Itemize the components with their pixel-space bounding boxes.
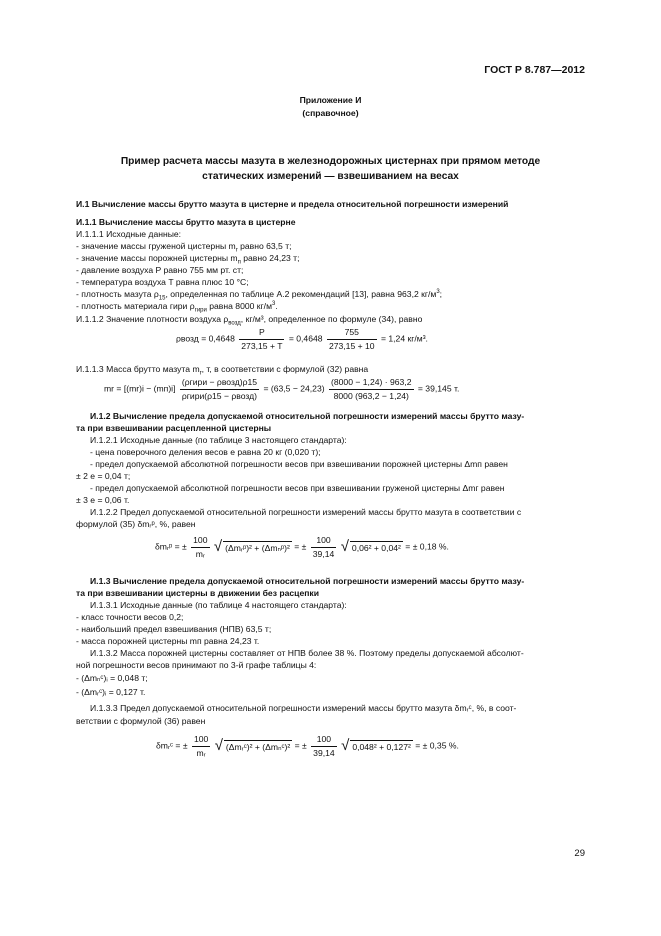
section-1-2-2-cont: формулой (35) δmᵣᵖ, %, равен: [76, 519, 196, 529]
list-item: - плотность мазута $\rho_{15}$, определенная по таблице А.2 рекомендаций [13], равна 963,2 $кг/м^3$;: [76, 289, 443, 302]
section-1-3-title-cont: та при взвешивании цистерны в движении без расцепки: [76, 588, 320, 598]
section-1-1-2: И.1.1.2 Значение плотности воздуха $\rho_{возд}$, кг/м³, определенное по формуле (34), равно: [76, 314, 423, 327]
section-1-3-3-cont: ветствии с формулой (36) равен: [76, 716, 206, 726]
section-1-title: И.1 Вычисление массы брутто мазута в цистерне и предела относительной погрешности измерений: [76, 199, 509, 209]
appendix-title: Приложение И: [299, 95, 362, 105]
list-item: - масса порожней цистерны mп равна 24,23 т.: [76, 636, 260, 646]
section-1-3-2-cont: ной погрешности весов принимают по 3-й графе таблицы 4:: [76, 660, 317, 670]
list-item: - температура воздуха T равна плюс 10 °С;: [76, 277, 249, 287]
section-1-1-3: И.1.1.3 Масса брутто мазута $m_r$, т, в соответствии с формулой (32) равна: [76, 364, 369, 377]
section-1-2-title: И.1.2 Вычисление предела допускаемой относительной погрешности измерений массы брутто мазу-: [90, 411, 525, 421]
list-item: - наибольший предел взвешивания (НПВ) 63,5 т;: [76, 624, 272, 634]
section-1-2-1: И.1.2.1 Исходные данные (по таблице 3 настоящего стандарта):: [90, 435, 347, 445]
section-1-1-1: И.1.1.1 Исходные данные:: [76, 229, 182, 239]
formula-air-density: ρвозд = 0,4648 $\frac{P}{273,15 + T}$ = 0,4648 $\frac{755}{273,15 + 10}$ = 1,24 кг/м³.: [176, 327, 428, 351]
section-1-3-title: И.1.3 Вычисление предела допускаемой относительной погрешности измерений массы брутто мазу-: [90, 576, 525, 586]
list-item: - предел допускаемой абсолютной погрешности весов при взвешивании порожней цистерны Δmп равен: [90, 459, 508, 469]
section-1-2-title-cont: та при взвешивании расцепленной цистерны: [76, 423, 272, 433]
list-item: - плотность материала гири $\rho_{гири}$ равна 8000 $кг/м^3$.: [76, 301, 278, 314]
list-item: - класс точности весов 0,2;: [76, 612, 184, 622]
heading-line-2: статических измерений — взвешиванием на весах: [202, 171, 459, 182]
section-1-2-2: И.1.2.2 Предел допускаемой относительной погрешности измерений массы брутто мазута в соответствии с: [90, 507, 522, 517]
list-item: - значение массы груженой цистерны $m_r$ равно 63,5 т;: [76, 241, 292, 254]
formula-relative-error-uncoupled: δmᵣᵖ = ± $\frac{100}{\text{mᵣ}}$ √ (Δmᵣᵖ)² + (Δmₙᵖ)² = ± $\frac{100}{39,14}$ √ 0,06² + 0,04² = ± 0,18 %.: [155, 535, 449, 559]
section-1-1-title: И.1.1 Вычисление массы брутто мазута в цистерне: [76, 217, 296, 227]
formula-relative-error-motion: δmᵣᶜ = ± $\frac{100}{\text{mᵣ}}$ √ (Δmᵣᶜ)² + (Δmₙᶜ)² = ± $\frac{100}{39,14}$ √ 0,048² + 0,127² = ± 0,35 %.: [156, 734, 459, 758]
heading-line-1: Пример расчета массы мазута в железнодорожных цистернах при прямом методе: [120, 156, 541, 167]
list-item: - предел допускаемой абсолютной погрешности весов при взвешивании груженой цистерны Δmг равен: [90, 483, 505, 493]
list-item: - (Δmₙᶜ)ᵢ = 0,048 т;: [76, 673, 148, 683]
section-1-3-3: И.1.3.3 Предел допускаемой относительной погрешности измерений массы брутто мазута δmᵣᶜ, %, в соот-: [90, 703, 517, 713]
list-item: - цена поверочного деления весов e равна 20 кг (0,020 т);: [90, 447, 321, 457]
standard-number: ГОСТ Р 8.787—2012: [484, 64, 585, 76]
list-item-cont: ± 2 e = 0,04 т;: [76, 471, 131, 481]
list-item: - давление воздуха P равно 755 мм рт. ст;: [76, 265, 244, 275]
appendix-subtitle: (справочное): [302, 108, 359, 118]
section-1-3-1: И.1.3.1 Исходные данные (по таблице 4 настоящего стандарта):: [90, 600, 347, 610]
formula-gross-mass: mr = [(mr)i − (mп)i] $\frac{\text{(ρгири − ρвозд)ρ15}}{\text{ρгири(ρ15 − ρвозд)}}$ = (63,5 − 24,23) $\frac{(8000 - 1,24) \cdot 963,2}{8000 (963,2 - 1,24)}$ = 39,145 т.: [104, 377, 460, 401]
list-item-cont: ± 3 e = 0,06 т.: [76, 495, 130, 505]
list-item: - значение массы порожней цистерны $m_п$ равно 24,23 т;: [76, 253, 300, 266]
page-number: 29: [574, 848, 585, 859]
list-item: - (Δmᵣᶜ)ᵢ = 0,127 т.: [76, 687, 146, 697]
section-1-3-2: И.1.3.2 Масса порожней цистерны составляет от НПВ более 38 %. Поэтому пределы допускаемой абсолют-: [90, 648, 524, 658]
